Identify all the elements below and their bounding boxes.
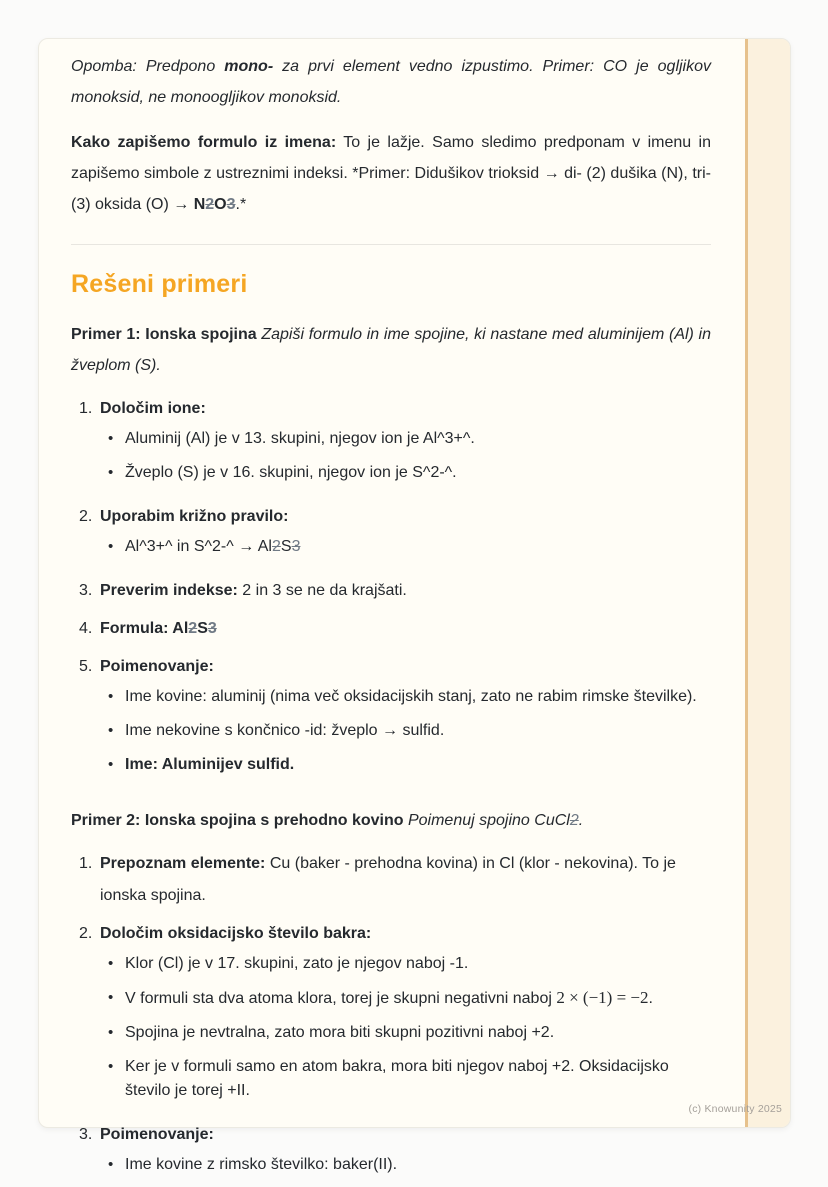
bullet-item (108, 1153, 711, 1177)
example1-steps (71, 393, 711, 787)
step-number: 2. (79, 925, 93, 942)
list-item (79, 918, 711, 1113)
list-item (79, 1119, 711, 1187)
howto-paragraph: Kako zapišemo formulo iz imena: To je lažje. Samo sledimo predponam v imenu in zapišemo simbole z ustreznimi indeksi. *Primer: Didušikov trioksid → di- (2) dušika (N), tri- (3) oksida (O) → N2O3.* (71, 134, 712, 213)
step-label: Poimenovanje: (100, 658, 214, 675)
list-item (79, 501, 711, 569)
bullet-text: Aluminij (Al) je v 13. skupini, njegov ion je Al^3+^. (125, 430, 475, 447)
bullet-list (100, 1153, 711, 1177)
bullet-text: Ime nekovine s končnico -id: žveplo → sulfid. (125, 722, 445, 739)
bullet-text: Spojina je nevtralna, zato mora biti skupni pozitivni naboj +2. (125, 1024, 555, 1041)
bullet-item (108, 1021, 711, 1045)
step-label: Preverim indekse: 2 in 3 se ne da krajšati. (100, 582, 407, 599)
bullet-text: Ime kovine z rimsko številko: baker(II). (125, 1156, 398, 1173)
bullet-marker: • (108, 1156, 114, 1173)
bullet-marker: • (108, 1058, 114, 1075)
list-item (79, 651, 711, 787)
bullet-item (108, 753, 711, 777)
bullet-text: V formuli sta dva atoma klora, torej je skupni negativni naboj 2 × (−1) = −2. (125, 988, 653, 1007)
step-number: 3. (79, 1126, 93, 1143)
bullet-list (100, 427, 711, 485)
bullet-item (108, 986, 711, 1011)
bullet-text: Žveplo (S) je v 16. skupini, njegov ion je S^2-^. (125, 464, 457, 481)
bullet-list (100, 952, 711, 1103)
list-item (79, 848, 711, 912)
page-content (39, 39, 747, 1187)
bullet-text: Ker je v formuli samo en atom bakra, mora biti njegov naboj +2. Oksidacijsko število je torej +II. (125, 1058, 669, 1099)
example1-title: Primer 1: Ionska spojina Zapiši formulo in ime spojine, ki nastane med aluminijem (Al) in žveplom (S). (71, 326, 712, 374)
section-heading: Rešeni primeri (71, 270, 248, 298)
bullet-marker: • (108, 989, 114, 1006)
bullet-text: Ime: Aluminijev sulfid. (125, 756, 295, 773)
list-item (79, 575, 711, 607)
list-item (79, 613, 711, 645)
bullet-marker: • (108, 756, 114, 773)
step-label: Uporabim križno pravilo: (100, 508, 289, 525)
step-label: Formula: Al2S3 (100, 620, 217, 637)
step-label: Določim ione: (100, 400, 206, 417)
step-number: 4. (79, 620, 93, 637)
bullet-item (108, 685, 711, 709)
bullet-item (108, 1055, 711, 1103)
bullet-item (108, 719, 711, 743)
step-label: Prepoznam elemente: Cu (baker - prehodna kovina) in Cl (klor - nekovina). To je ionska spojina. (100, 855, 676, 904)
step-label: Poimenovanje: (100, 1126, 214, 1143)
watermark: (c) Knowunity 2025 (688, 1103, 782, 1115)
bullet-marker: • (108, 688, 114, 705)
step-number: 1. (79, 400, 93, 417)
step-number: 2. (79, 508, 93, 525)
document-page (38, 38, 791, 1173)
bullet-marker: • (108, 722, 114, 739)
section-divider (71, 244, 711, 245)
bullet-item (108, 427, 711, 451)
example2-title: Primer 2: Ionska spojina s prehodno kovino Poimenuj spojino CuCl2. (71, 812, 584, 829)
step-label: Določim oksidacijsko število bakra: (100, 925, 372, 942)
bullet-item (108, 461, 711, 485)
bullet-marker: • (108, 430, 114, 447)
bullet-marker: • (108, 1024, 114, 1041)
note-paragraph: Opomba: Predpono mono- za prvi element vedno izpustimo. Primer: CO je ogljikov monoksid, ne monoogljikov monoksid. (71, 58, 712, 106)
bullet-item (108, 952, 711, 976)
bookmark-strip (745, 39, 790, 1127)
bullet-text: Ime kovine: aluminij (nima več oksidacijskih stanj, zato ne rabim rimske številke). (125, 688, 697, 705)
list-item (79, 393, 711, 495)
bullet-text: Klor (Cl) je v 17. skupini, zato je njegov naboj -1. (125, 955, 469, 972)
bullet-marker: • (108, 955, 114, 972)
bullet-marker: • (108, 464, 114, 481)
bullet-marker: • (108, 538, 114, 555)
bullet-list (100, 685, 711, 777)
example2-steps (71, 848, 711, 1187)
bullet-list (100, 535, 711, 559)
step-number: 5. (79, 658, 93, 675)
step-number: 1. (79, 855, 93, 872)
bullet-text: Al^3+^ in S^2-^ → Al2S3 (125, 538, 301, 555)
bullet-item (108, 535, 711, 559)
step-number: 3. (79, 582, 93, 599)
